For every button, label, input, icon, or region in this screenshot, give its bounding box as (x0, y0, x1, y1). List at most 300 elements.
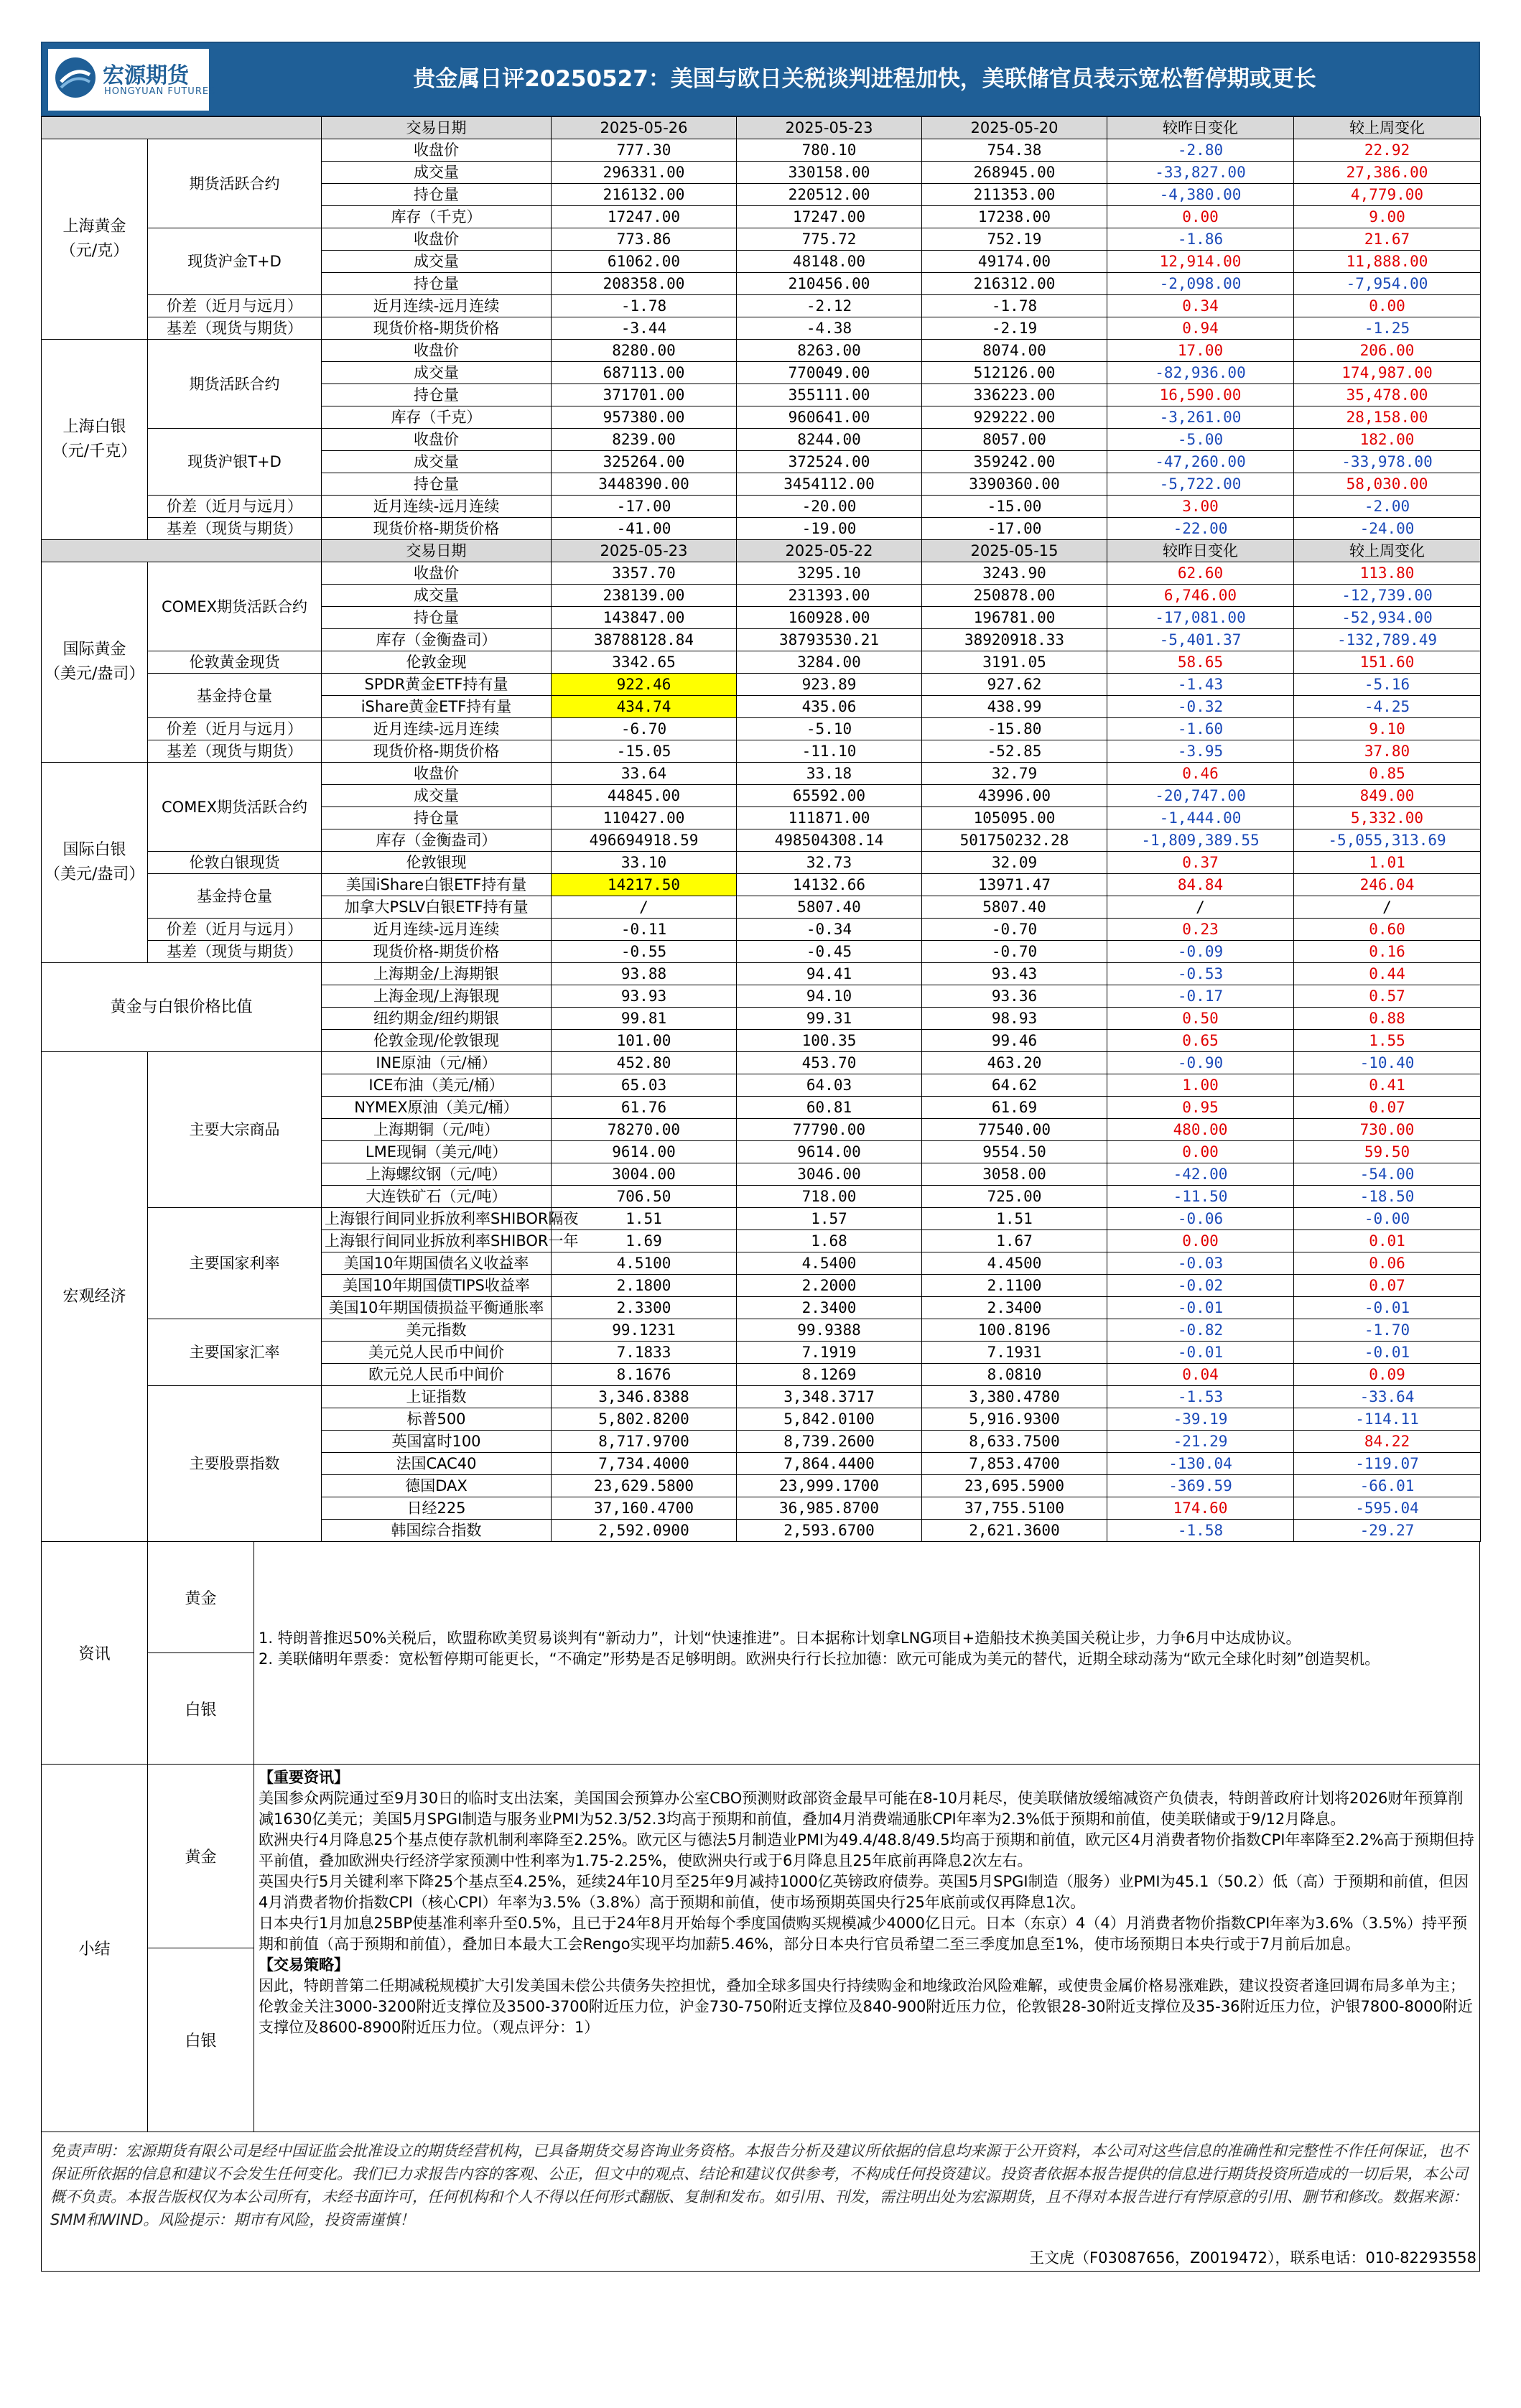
value-cell: 0.57 (1294, 985, 1481, 1008)
analyst-signature: 王文虎（F03087656，Z0019472），联系电话：010-82293558 (1029, 2249, 1476, 2267)
value-cell: 0.37 (1107, 852, 1294, 874)
value-cell: -5,055,313.69 (1294, 829, 1481, 852)
company-logo (48, 49, 216, 111)
value-cell: 23,999.1700 (737, 1475, 922, 1497)
value-cell: -1.60 (1107, 718, 1294, 740)
group-label: 期货活跃合约 (148, 340, 322, 429)
value-cell: 1.68 (737, 1230, 922, 1252)
value-cell: 23,629.5800 (552, 1475, 737, 1497)
value-cell: -33,827.00 (1107, 162, 1294, 184)
value-cell: 65592.00 (737, 785, 922, 807)
value-cell: 330158.00 (737, 162, 922, 184)
value-cell: 84.22 (1294, 1431, 1481, 1453)
row-label: 持仓量 (322, 607, 552, 629)
value-cell: 372524.00 (737, 451, 922, 473)
row-label: 英国富时100 (322, 1431, 552, 1453)
row-label: 近月连续-远月连续 (322, 295, 552, 317)
value-cell: 0.60 (1294, 919, 1481, 941)
data-row (42, 1208, 1481, 1230)
header-cell: 2025-05-23 (737, 117, 922, 139)
value-cell: 929222.00 (922, 406, 1107, 429)
value-cell: -1.53 (1107, 1386, 1294, 1408)
group-label: 主要大宗商品 (148, 1052, 322, 1208)
value-cell: 37.80 (1294, 740, 1481, 763)
value-cell: 0.00 (1107, 1230, 1294, 1252)
value-cell: 4.5400 (737, 1252, 922, 1275)
value-cell: 250878.00 (922, 585, 1107, 607)
value-cell: 211353.00 (922, 184, 1107, 206)
row-label: 欧元兑人民币中间价 (322, 1364, 552, 1386)
value-cell: 8,739.2600 (737, 1431, 922, 1453)
value-cell: 1.55 (1294, 1030, 1481, 1052)
value-cell: 770049.00 (737, 362, 922, 384)
category-label: 上海黄金 （元/克） (42, 139, 148, 340)
value-cell: -0.03 (1107, 1252, 1294, 1275)
value-cell: 8,717.9700 (552, 1431, 737, 1453)
value-cell: 216312.00 (922, 273, 1107, 295)
row-label: 纽约期金/纽约期银 (322, 1008, 552, 1030)
row-label: 美元指数 (322, 1319, 552, 1342)
value-cell: 8280.00 (552, 340, 737, 362)
value-cell: 93.93 (552, 985, 737, 1008)
value-cell: 0.09 (1294, 1364, 1481, 1386)
value-cell: 718.00 (737, 1186, 922, 1208)
category-label: 宏观经济 (42, 1052, 148, 1542)
value-cell: 922.46 (552, 674, 737, 696)
value-cell: 2,592.0900 (552, 1520, 737, 1542)
row-label: 上海螺纹钢（元/吨） (322, 1163, 552, 1186)
value-cell: 2,593.6700 (737, 1520, 922, 1542)
disclaimer-text: 免责声明：宏源期货有限公司是经中国证监会批准设立的期货经营机构，已具备期货交易咨询业务资格。本报告分析及建议所依据的信息均来源于公开资料，本公司对这些信息的准确性和完整性不作任何保证，也不保证所依据的信息和建议不会发生任何变化。我们已力求报告内容的客观、公正，但文中的观点、结论和建议仅供参考，不构成任何投资建议。投资者依据本报告提供的信息进行期货投资所造成的一切后果，本公司概不负责。本报告版权仅为本公司所有，未经书面许可，任何机构和个人不得以任何形式翻版、复制和发布。如引用、刊发，需注明出处为宏源期货，且不得对本报告进行有悖原意的引用、删节和修改。数据来源：SMM和WIND。风险提示：期市有风险，投资需谨慎！ (50, 2142, 1468, 2228)
value-cell: 1.57 (737, 1208, 922, 1230)
row-label: 成交量 (322, 785, 552, 807)
value-cell: -1.43 (1107, 674, 1294, 696)
value-cell: 98.93 (922, 1008, 1107, 1030)
summary-paragraph: 【重要资讯】 (259, 1769, 349, 1786)
value-cell: 78270.00 (552, 1119, 737, 1141)
value-cell: -52,934.00 (1294, 607, 1481, 629)
value-cell: 2,621.3600 (922, 1520, 1107, 1542)
header-cell: 较昨日变化 (1107, 117, 1294, 139)
group-label: COMEX期货活跃合约 (148, 763, 322, 852)
logo-text-cn: 宏源期货 (103, 63, 189, 88)
row-label: 上海银行间同业拆放利率SHIBOR一年 (322, 1230, 552, 1252)
value-cell: 8057.00 (922, 429, 1107, 451)
value-cell: -0.02 (1107, 1275, 1294, 1297)
value-cell: 1.01 (1294, 852, 1481, 874)
row-label: INE原油（元/桶） (322, 1052, 552, 1074)
value-cell: 3,348.3717 (737, 1386, 922, 1408)
value-cell: 5,916.9300 (922, 1408, 1107, 1431)
group-label: 价差（近月与远月） (148, 718, 322, 740)
value-cell: -5.16 (1294, 674, 1481, 696)
value-cell: 208358.00 (552, 273, 737, 295)
value-cell: 196781.00 (922, 607, 1107, 629)
value-cell: 58,030.00 (1294, 473, 1481, 496)
value-cell: 110427.00 (552, 807, 737, 829)
row-label: 法国CAC40 (322, 1453, 552, 1475)
row-label: 持仓量 (322, 384, 552, 406)
value-cell: 0.65 (1107, 1030, 1294, 1052)
value-cell: -82,936.00 (1107, 362, 1294, 384)
value-cell: 0.41 (1294, 1074, 1481, 1097)
category-label: 黄金与白银价格比值 (42, 963, 322, 1052)
value-cell: 0.01 (1294, 1230, 1481, 1252)
value-cell: 210456.00 (737, 273, 922, 295)
news-item: 2. 美联储明年票委：宽松暂停期可能更长，“不确定”形势是否足够明朗。欧洲央行行长拉加德：欧元可能成为美元的替代，近期全球动荡为“欧元全球化时刻”创造契机。 (259, 1650, 1380, 1668)
value-cell: 777.30 (552, 139, 737, 162)
value-cell: 64.62 (922, 1074, 1107, 1097)
news-silver-label: 白银 (148, 1653, 254, 1765)
value-cell: 0.95 (1107, 1097, 1294, 1119)
value-cell: 773.86 (552, 228, 737, 251)
value-cell: 32.73 (737, 852, 922, 874)
value-cell: 8,633.7500 (922, 1431, 1107, 1453)
value-cell: 94.41 (737, 963, 922, 985)
value-cell: 0.50 (1107, 1008, 1294, 1030)
value-cell: 64.03 (737, 1074, 922, 1097)
value-cell: 2.3300 (552, 1297, 737, 1319)
value-cell: -20,747.00 (1107, 785, 1294, 807)
report-title: 贵金属日评20250527：美国与欧日关税谈判进程加快，美联储官员表示宽松暂停期或更长 (413, 66, 1316, 92)
value-cell: 99.31 (737, 1008, 922, 1030)
value-cell: -0.45 (737, 941, 922, 963)
value-cell: 17.00 (1107, 340, 1294, 362)
value-cell: -0.53 (1107, 963, 1294, 985)
data-row (42, 295, 1481, 317)
group-label: 基差（现货与期货） (148, 740, 322, 763)
value-cell: 498504308.14 (737, 829, 922, 852)
value-cell: / (1294, 896, 1481, 919)
value-cell: -5.00 (1107, 429, 1294, 451)
disclaimer (41, 2132, 1480, 2272)
value-cell: 3,346.8388 (552, 1386, 737, 1408)
value-cell: / (552, 896, 737, 919)
value-cell: -4.38 (737, 317, 922, 340)
value-cell: 355111.00 (737, 384, 922, 406)
value-cell: 9614.00 (737, 1141, 922, 1163)
value-cell: -33,978.00 (1294, 451, 1481, 473)
data-row (42, 1319, 1481, 1342)
header-cell: 2025-05-26 (552, 117, 737, 139)
value-cell: 927.62 (922, 674, 1107, 696)
row-label: 库存（金衡盎司） (322, 829, 552, 852)
value-cell: 17238.00 (922, 206, 1107, 228)
value-cell: 99.81 (552, 1008, 737, 1030)
header-spacer (42, 117, 322, 139)
value-cell: 2.1800 (552, 1275, 737, 1297)
value-cell: 325264.00 (552, 451, 737, 473)
value-cell: 61.76 (552, 1097, 737, 1119)
value-cell: -0.06 (1107, 1208, 1294, 1230)
value-cell: -2.19 (922, 317, 1107, 340)
value-cell: 0.34 (1107, 295, 1294, 317)
row-label: 美国10年期国债名义收益率 (322, 1252, 552, 1275)
value-cell: -0.17 (1107, 985, 1294, 1008)
value-cell: 512126.00 (922, 362, 1107, 384)
value-cell: -2,098.00 (1107, 273, 1294, 295)
row-label: 美元兑人民币中间价 (322, 1342, 552, 1364)
row-label: 近月连续-远月连续 (322, 496, 552, 518)
value-cell: -54.00 (1294, 1163, 1481, 1186)
data-row (42, 963, 1481, 985)
value-cell: -4.25 (1294, 696, 1481, 718)
row-label: 持仓量 (322, 807, 552, 829)
group-label: 现货沪银T+D (148, 429, 322, 496)
row-label: 持仓量 (322, 273, 552, 295)
value-cell: 849.00 (1294, 785, 1481, 807)
row-label: 上证指数 (322, 1386, 552, 1408)
value-cell: -114.11 (1294, 1408, 1481, 1431)
value-cell: 687113.00 (552, 362, 737, 384)
value-cell: 725.00 (922, 1186, 1107, 1208)
value-cell: 3357.70 (552, 562, 737, 585)
value-cell: 3191.05 (922, 651, 1107, 674)
value-cell: 33.18 (737, 763, 922, 785)
value-cell: 16,590.00 (1107, 384, 1294, 406)
value-cell: -15.80 (922, 718, 1107, 740)
summary-paragraph: 英国央行5月关键利率下降25个基点至4.25%，延续24年10月至25年9月减持1000亿英镑政府债券。英国5月SPGI制造（服务）业PMI为45.1（50.2）低（高）于预期和前值，但因4月消费者物价指数CPI（核心CPI）年率为3.5%（3.8%）高于预期和前值，使市场预期英国央行25年底前或仅再降息1次。 (259, 1873, 1469, 1911)
value-cell: -1,444.00 (1107, 807, 1294, 829)
value-cell: 22.92 (1294, 139, 1481, 162)
value-cell: 3243.90 (922, 562, 1107, 585)
row-label: 德国DAX (322, 1475, 552, 1497)
row-label: 成交量 (322, 451, 552, 473)
summary-gold-label: 黄金 (148, 1765, 254, 1948)
value-cell: 100.8196 (922, 1319, 1107, 1342)
date-header-row (42, 117, 1481, 139)
value-cell: -0.90 (1107, 1052, 1294, 1074)
value-cell: 5807.40 (922, 896, 1107, 919)
value-cell: 17247.00 (552, 206, 737, 228)
value-cell: -17.00 (922, 518, 1107, 540)
row-label: 近月连续-远月连续 (322, 718, 552, 740)
value-cell: -2.12 (737, 295, 922, 317)
summary-paragraph: 日本央行1月加息25BP使基准利率升至0.5%，且已于24年8月开始每个季度国债购买规模减少4000亿日元。日本（东京）4（4）月消费者物价指数CPI年率为3.6%（3.5%）持平预期和前值（高于预期和前值），叠加日本最大工会Rengo实现平均加薪5.46%，部分日本央行官员希望二至三季度加息至1%，使市场预期日本央行或于7月前后加息。 (259, 1915, 1467, 1953)
row-label: 上海金现/上海银现 (322, 985, 552, 1008)
value-cell: 174.60 (1107, 1497, 1294, 1520)
data-row (42, 718, 1481, 740)
value-cell: 37,160.4700 (552, 1497, 737, 1520)
value-cell: -24.00 (1294, 518, 1481, 540)
value-cell: 61.69 (922, 1097, 1107, 1119)
value-cell: 8.1676 (552, 1364, 737, 1386)
row-label: 收盘价 (322, 429, 552, 451)
row-label: 上海期铜（元/吨） (322, 1119, 552, 1141)
data-row (42, 651, 1481, 674)
value-cell: 93.88 (552, 963, 737, 985)
value-cell: 3058.00 (922, 1163, 1107, 1186)
value-cell: -1.70 (1294, 1319, 1481, 1342)
value-cell: 99.9388 (737, 1319, 922, 1342)
value-cell: -15.00 (922, 496, 1107, 518)
value-cell: 359242.00 (922, 451, 1107, 473)
value-cell: 0.85 (1294, 763, 1481, 785)
value-cell: 0.07 (1294, 1275, 1481, 1297)
value-cell: -41.00 (552, 518, 737, 540)
value-cell: -11.50 (1107, 1186, 1294, 1208)
value-cell: 463.20 (922, 1052, 1107, 1074)
value-cell: 3.00 (1107, 496, 1294, 518)
summary-label: 小结 (42, 1765, 148, 2132)
value-cell: -17,081.00 (1107, 607, 1294, 629)
row-label: 日经225 (322, 1497, 552, 1520)
value-cell: 960641.00 (737, 406, 922, 429)
category-label: 国际白银 （美元/盎司） (42, 763, 148, 963)
value-cell: 4.4500 (922, 1252, 1107, 1275)
row-label: 标普500 (322, 1408, 552, 1431)
value-cell: -0.70 (922, 919, 1107, 941)
value-cell: -119.07 (1294, 1453, 1481, 1475)
value-cell: -33.64 (1294, 1386, 1481, 1408)
value-cell: -3,261.00 (1107, 406, 1294, 429)
value-cell: 7,734.4000 (552, 1453, 737, 1475)
row-label: 上海期金/上海期银 (322, 963, 552, 985)
value-cell: 923.89 (737, 674, 922, 696)
value-cell: -0.82 (1107, 1319, 1294, 1342)
row-label: 近月连续-远月连续 (322, 919, 552, 941)
value-cell: 775.72 (737, 228, 922, 251)
row-label: 收盘价 (322, 340, 552, 362)
group-label: 现货沪金T+D (148, 228, 322, 295)
header-spacer (42, 540, 322, 562)
summary-paragraph: 欧洲央行4月降息25个基点使存款机制利率降至2.25%。欧元区与德法5月制造业PMI为49.4/48.8/49.5均高于预期和前值，欧元区4月消费者物价指数CPI年率降至2.2%高于预期但持平前值，叠加欧洲央行经济学家预测中性利率为1.75-2.25%，使欧洲央行或于6月降息且25年底前再降息2次左右。 (259, 1831, 1474, 1869)
value-cell: 496694918.59 (552, 829, 737, 852)
value-cell: -0.34 (737, 919, 922, 941)
row-label: NYMEX原油（美元/桶） (322, 1097, 552, 1119)
value-cell: -3.95 (1107, 740, 1294, 763)
row-label: ICE布油（美元/桶） (322, 1074, 552, 1097)
header-cell: 较上周变化 (1294, 540, 1481, 562)
data-row (42, 763, 1481, 785)
row-label: iShare黄金ETF持有量 (322, 696, 552, 718)
value-cell: 0.00 (1107, 1141, 1294, 1163)
logo-text-en: HONGYUAN FUTURES (104, 86, 216, 97)
value-cell: 0.88 (1294, 1008, 1481, 1030)
value-cell: -0.00 (1294, 1208, 1481, 1230)
group-label: 主要国家汇率 (148, 1319, 322, 1386)
value-cell: 32.09 (922, 852, 1107, 874)
value-cell: -1.86 (1107, 228, 1294, 251)
data-row (42, 1052, 1481, 1074)
data-row (42, 228, 1481, 251)
data-row (42, 139, 1481, 162)
value-cell: -12,739.00 (1294, 585, 1481, 607)
value-cell: 7.1931 (922, 1342, 1107, 1364)
summary-body (254, 1765, 1480, 2132)
market-data-table (41, 116, 1481, 1542)
value-cell: 143847.00 (552, 607, 737, 629)
value-cell: 0.23 (1107, 919, 1294, 941)
value-cell: 5,332.00 (1294, 807, 1481, 829)
value-cell: 49174.00 (922, 251, 1107, 273)
value-cell: 14132.66 (737, 874, 922, 896)
report-sheet (41, 42, 1480, 2272)
value-cell: 438.99 (922, 696, 1107, 718)
value-cell: 452.80 (552, 1052, 737, 1074)
value-cell: 2.2000 (737, 1275, 922, 1297)
value-cell: 0.06 (1294, 1252, 1481, 1275)
value-cell: -1.58 (1107, 1520, 1294, 1542)
group-label: 基金持仓量 (148, 874, 322, 919)
data-row (42, 674, 1481, 696)
value-cell: -595.04 (1294, 1497, 1481, 1520)
data-row (42, 941, 1481, 963)
value-cell: -130.04 (1107, 1453, 1294, 1475)
value-cell: 7,853.4700 (922, 1453, 1107, 1475)
hongyuan-logo-icon (54, 56, 97, 99)
value-cell: -7,954.00 (1294, 273, 1481, 295)
value-cell: 238139.00 (552, 585, 737, 607)
value-cell: -1.25 (1294, 317, 1481, 340)
value-cell: -19.00 (737, 518, 922, 540)
value-cell: 48148.00 (737, 251, 922, 273)
value-cell: -66.01 (1294, 1475, 1481, 1497)
value-cell: 296331.00 (552, 162, 737, 184)
news-item: 1. 特朗普推迟50%关税后，欧盟称欧美贸易谈判有“新动力”，计划“快速推进”。日本据称计划拿LNG项目+造船技术换美国关税让步，力争6月中达成协议。 (259, 1630, 1301, 1647)
row-label: 大连铁矿石（元/吨） (322, 1186, 552, 1208)
value-cell: 754.38 (922, 139, 1107, 162)
value-cell: -0.70 (922, 941, 1107, 963)
row-label: 美国iShare白银ETF持有量 (322, 874, 552, 896)
value-cell: 6,746.00 (1107, 585, 1294, 607)
value-cell: 4.5100 (552, 1252, 737, 1275)
value-cell: -39.19 (1107, 1408, 1294, 1431)
news-gold-label: 黄金 (148, 1542, 254, 1653)
value-cell: -3.44 (552, 317, 737, 340)
value-cell: 8239.00 (552, 429, 737, 451)
value-cell: 216132.00 (552, 184, 737, 206)
data-row (42, 852, 1481, 874)
value-cell: -52.85 (922, 740, 1107, 763)
value-cell: -17.00 (552, 496, 737, 518)
value-cell: 151.60 (1294, 651, 1481, 674)
value-cell: -5,401.37 (1107, 629, 1294, 651)
row-label: 成交量 (322, 362, 552, 384)
news-body (254, 1542, 1480, 1765)
data-row (42, 518, 1481, 540)
value-cell: 453.70 (737, 1052, 922, 1074)
value-cell: 77540.00 (922, 1119, 1107, 1141)
value-cell: 8244.00 (737, 429, 922, 451)
value-cell: 3342.65 (552, 651, 737, 674)
value-cell: 0.07 (1294, 1097, 1481, 1119)
value-cell: 77790.00 (737, 1119, 922, 1141)
value-cell: 60.81 (737, 1097, 922, 1119)
value-cell: 3046.00 (737, 1163, 922, 1186)
value-cell: 58.65 (1107, 651, 1294, 674)
value-cell: 8074.00 (922, 340, 1107, 362)
value-cell: 730.00 (1294, 1119, 1481, 1141)
row-label: 韩国综合指数 (322, 1520, 552, 1542)
value-cell: -15.05 (552, 740, 737, 763)
value-cell: 7.1919 (737, 1342, 922, 1364)
value-cell: -0.55 (552, 941, 737, 963)
value-cell: -5,722.00 (1107, 473, 1294, 496)
value-cell: -2.80 (1107, 139, 1294, 162)
value-cell: 32.79 (922, 763, 1107, 785)
value-cell: 5807.40 (737, 896, 922, 919)
row-label: 现货价格-期货价格 (322, 317, 552, 340)
row-label: 收盘价 (322, 562, 552, 585)
data-row (42, 1386, 1481, 1408)
value-cell: -0.01 (1107, 1342, 1294, 1364)
row-label: 伦敦金现/伦敦银现 (322, 1030, 552, 1052)
value-cell: 371701.00 (552, 384, 737, 406)
header-cell: 2025-05-20 (922, 117, 1107, 139)
group-label: 期货活跃合约 (148, 139, 322, 228)
value-cell: 2.3400 (922, 1297, 1107, 1319)
